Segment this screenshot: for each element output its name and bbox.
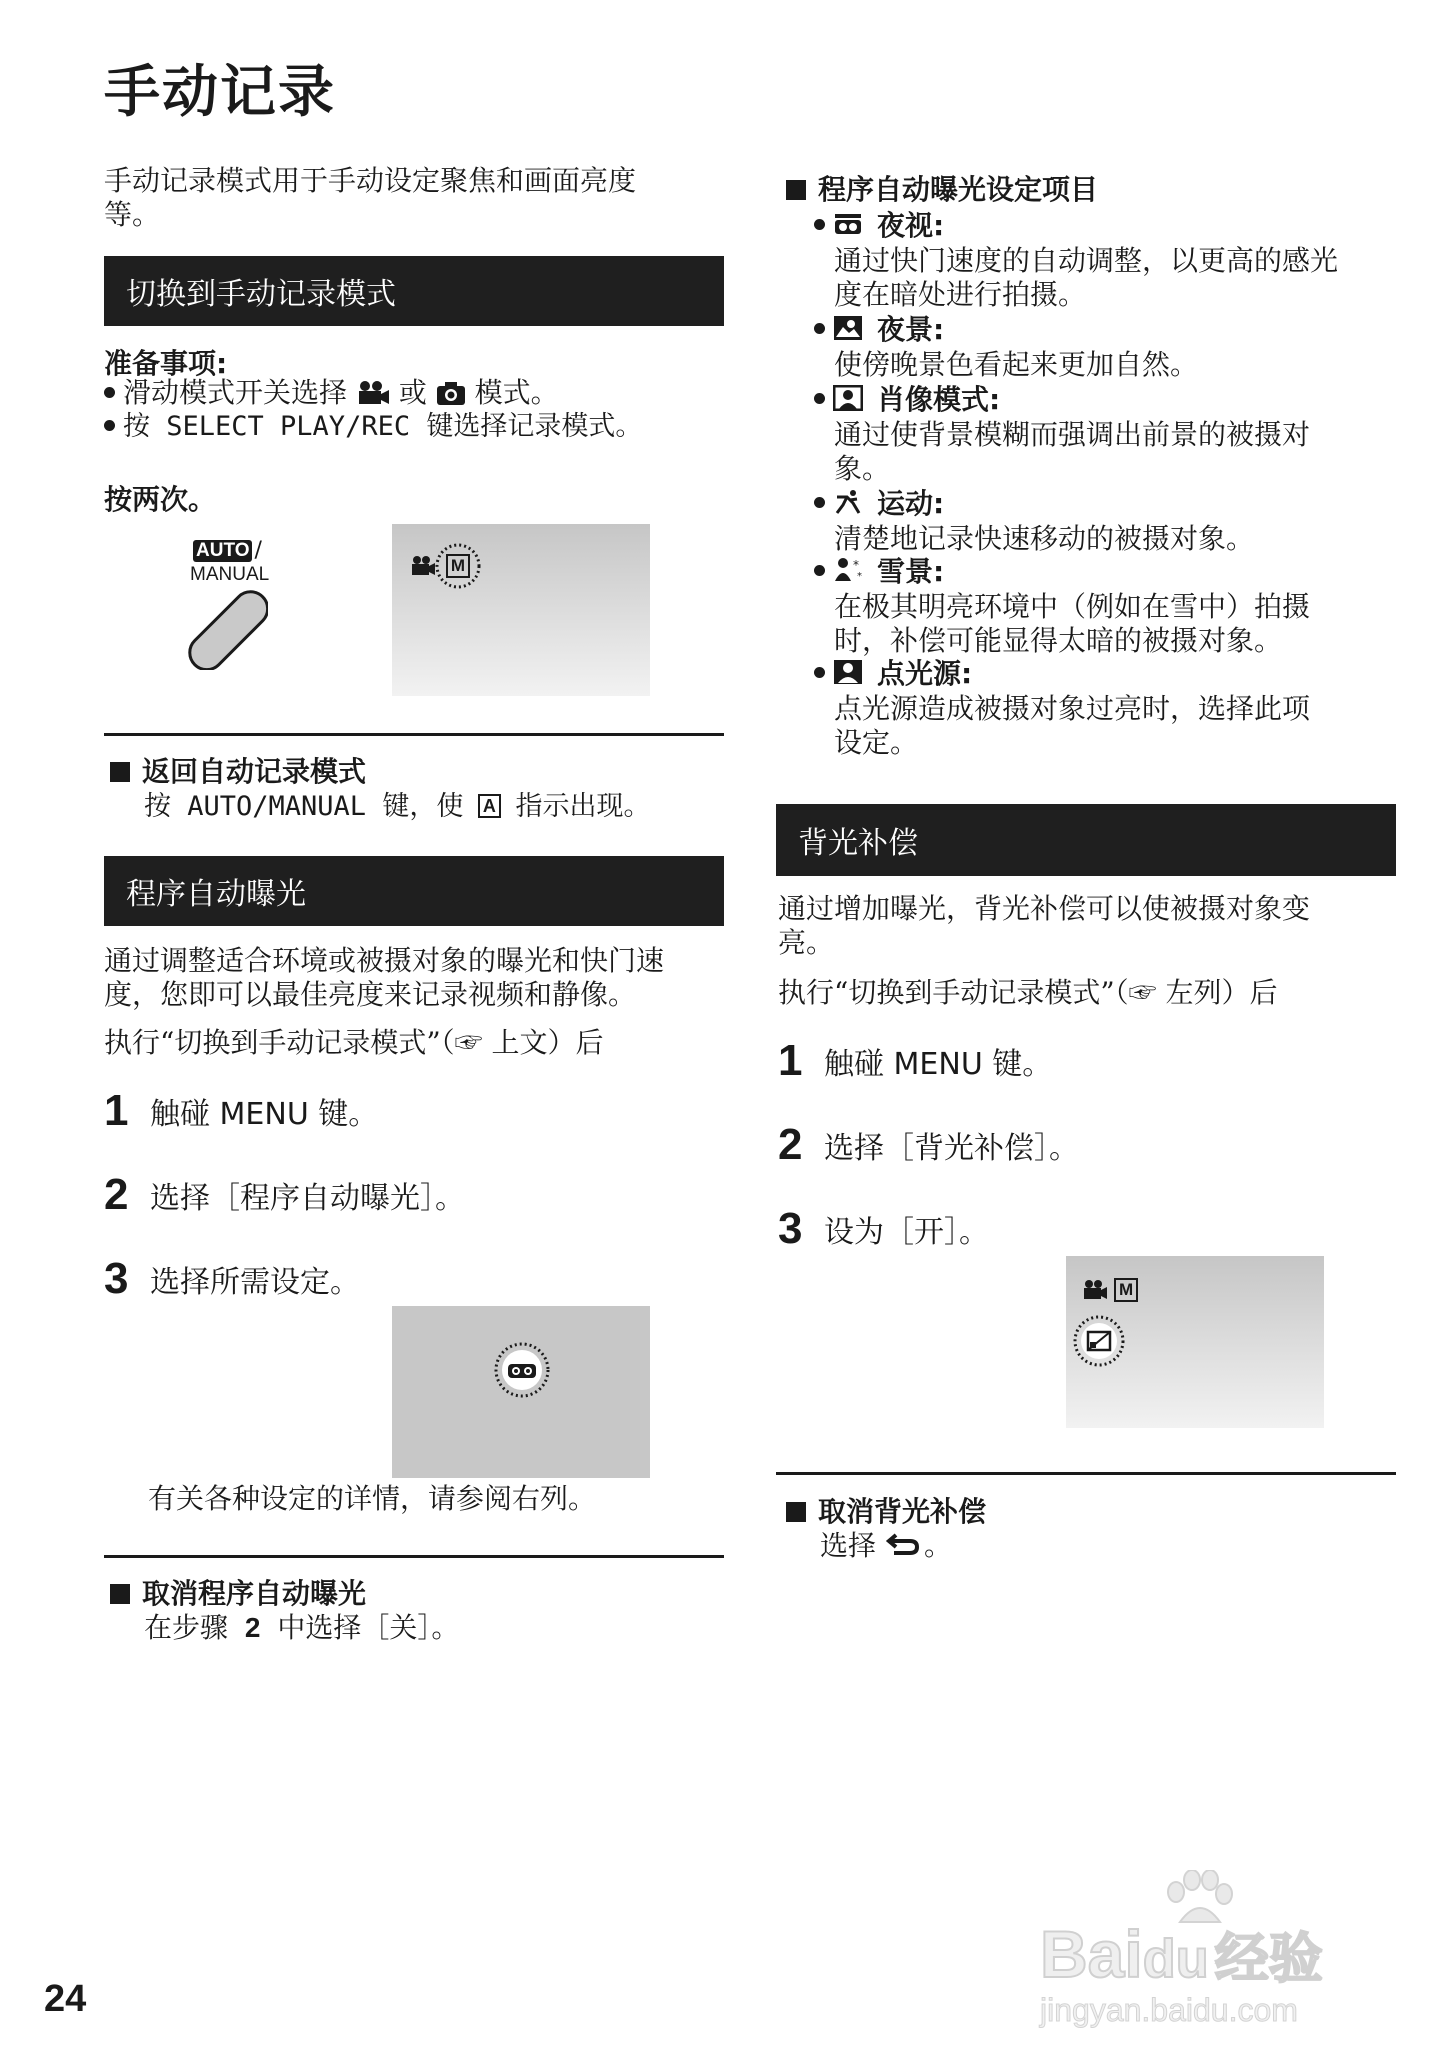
settings-note: 有关各种设定的详情，请参阅右列。 <box>148 1482 597 1515</box>
cancel-backlight-desc: 选择 。 <box>820 1529 953 1562</box>
portrait-icon <box>833 385 863 411</box>
lcd-screen-program-ae <box>392 1306 650 1478</box>
backlight-precondition: 执行“切换到手动记录模式”（☞ 左列）后 <box>778 976 1278 1009</box>
section-header-program-ae <box>104 856 724 926</box>
pae-items-title: 程序自动曝光设定项目 <box>786 168 1098 208</box>
lcd-screen-backlight <box>1066 1256 1324 1428</box>
bullet-dot <box>104 387 115 398</box>
section-header-backlight <box>776 804 1396 876</box>
section-header-text: 背光补偿 <box>798 826 918 861</box>
divider <box>104 733 724 736</box>
square-bullet <box>110 1584 130 1604</box>
bullet-dot <box>814 497 825 508</box>
intro-text <box>104 164 724 232</box>
auto-label: AUTO <box>193 540 252 562</box>
video-camera-icon <box>356 380 390 414</box>
manual-mode-indicator: M <box>1114 1278 1138 1302</box>
square-bullet <box>786 1502 806 1522</box>
auto-manual-button <box>188 590 268 670</box>
backlight-step-3: 3 设为［开］。 <box>778 1204 989 1253</box>
section-header-text: 切换到手动记录模式 <box>126 277 396 312</box>
section-header-manual-mode <box>104 256 724 326</box>
step-2: 2 选择［程序自动曝光］。 <box>104 1170 465 1219</box>
watermark-url: jingyan.baidu.com <box>1040 1992 1298 2028</box>
prep-title: 准备事项: <box>104 347 228 380</box>
press-twice-text: 按两次。 <box>104 483 217 516</box>
backlight-step-1: 1 触碰 MENU 键。 <box>778 1036 1053 1085</box>
bullet-dot <box>814 219 825 230</box>
return-icon <box>886 1531 920 1557</box>
bullet-dot <box>814 393 825 404</box>
backlight-compensation-icon <box>1070 1312 1128 1370</box>
section-header-text: 程序自动曝光 <box>126 877 306 912</box>
pae-item-sports: 运动: 清楚地记录快速移动的被摄对象。 <box>814 482 1254 556</box>
prep-bullet-1: 滑动模式开关选择 或 模式。 <box>104 376 559 414</box>
svg-text:*: * <box>853 558 859 572</box>
svg-text:*: * <box>857 571 862 582</box>
program-ae-desc: 通过调整适合环境或被摄对象的曝光和快门速 度，您即可以最佳亮度来记录视频和静像。 <box>104 944 665 1011</box>
sports-icon <box>833 489 863 515</box>
intro-line-2: 等。 <box>104 198 161 231</box>
cancel-program-ae-desc: 在步骤 2 中选择［关］。 <box>144 1611 460 1644</box>
backlight-desc: 通过增加曝光，背光补偿可以使被摄对象变 亮。 <box>778 892 1311 959</box>
night-vision-icon <box>833 212 863 236</box>
spotlight-icon <box>833 659 863 685</box>
watermark-brand-cn: 经验 <box>1214 1929 1323 1989</box>
auto-manual-button-illustration: AUTO / MANUAL <box>188 538 308 668</box>
intro-line-1: 手动记录模式用于手动设定聚焦和画面亮度 <box>104 164 637 197</box>
divider <box>776 1472 1396 1475</box>
baidu-jingyan-watermark <box>1040 1870 1440 2040</box>
cancel-program-ae-title: 取消程序自动曝光 <box>110 1572 366 1612</box>
manual-mode-indicator: M <box>434 542 482 590</box>
pae-item-twilight: 夜景: 使傍晚景色看起来更加自然。 <box>814 308 1198 382</box>
square-bullet <box>110 762 130 782</box>
step-3: 3 选择所需设定。 <box>104 1254 360 1303</box>
page-title: 手动记录 <box>104 60 336 125</box>
bullet-dot <box>104 420 115 431</box>
manual-label: MANUAL <box>190 564 270 585</box>
video-camera-icon <box>1082 1279 1108 1301</box>
square-bullet <box>786 180 806 200</box>
bullet-dot <box>814 667 825 678</box>
video-camera-icon <box>410 555 436 577</box>
pae-item-night-vision: 夜视: 通过快门速度的自动调整，以更高的感光 度在暗处进行拍摄。 <box>814 204 1338 312</box>
auto-icon: A <box>478 794 501 818</box>
watermark-brand: Bai <box>1040 1917 1143 1991</box>
snow-icon <box>833 557 865 583</box>
pae-item-portrait: 肖像模式: 通过使背景模糊而强调出前景的被摄对 象。 <box>814 378 1310 486</box>
return-auto-title: 返回自动记录模式 <box>110 750 366 790</box>
pae-item-snow: * * 雪景: 在极其明亮环境中（例如在雪中）拍摄 时，补偿可能显得太暗的被摄对象。 <box>814 550 1310 658</box>
page-number: 24 <box>44 1978 87 2020</box>
watermark-brand-2: du <box>1142 1929 1209 1989</box>
step-1: 1 触碰 MENU 键。 <box>104 1086 379 1135</box>
cancel-backlight-title: 取消背光补偿 <box>786 1490 986 1530</box>
prep-bullet-2: 按 SELECT PLAY/REC 键选择记录模式。 <box>104 410 642 444</box>
program-ae-precondition: 执行“切换到手动记录模式”（☞ 上文）后 <box>104 1026 604 1059</box>
bullet-dot <box>814 323 825 334</box>
pae-item-spotlight: 点光源: 点光源造成被摄对象过亮时，选择此项 设定。 <box>814 652 1310 760</box>
still-camera-icon <box>436 380 466 414</box>
divider <box>104 1555 724 1558</box>
backlight-step-2: 2 选择［背光补偿］。 <box>778 1120 1079 1169</box>
lcd-screen-manual-mode <box>392 524 650 696</box>
bullet-dot <box>814 565 825 576</box>
night-vision-icon <box>492 1340 552 1400</box>
twilight-icon <box>833 315 863 341</box>
return-auto-desc: 按 AUTO/MANUAL 键，使 A 指示出现。 <box>144 791 651 822</box>
